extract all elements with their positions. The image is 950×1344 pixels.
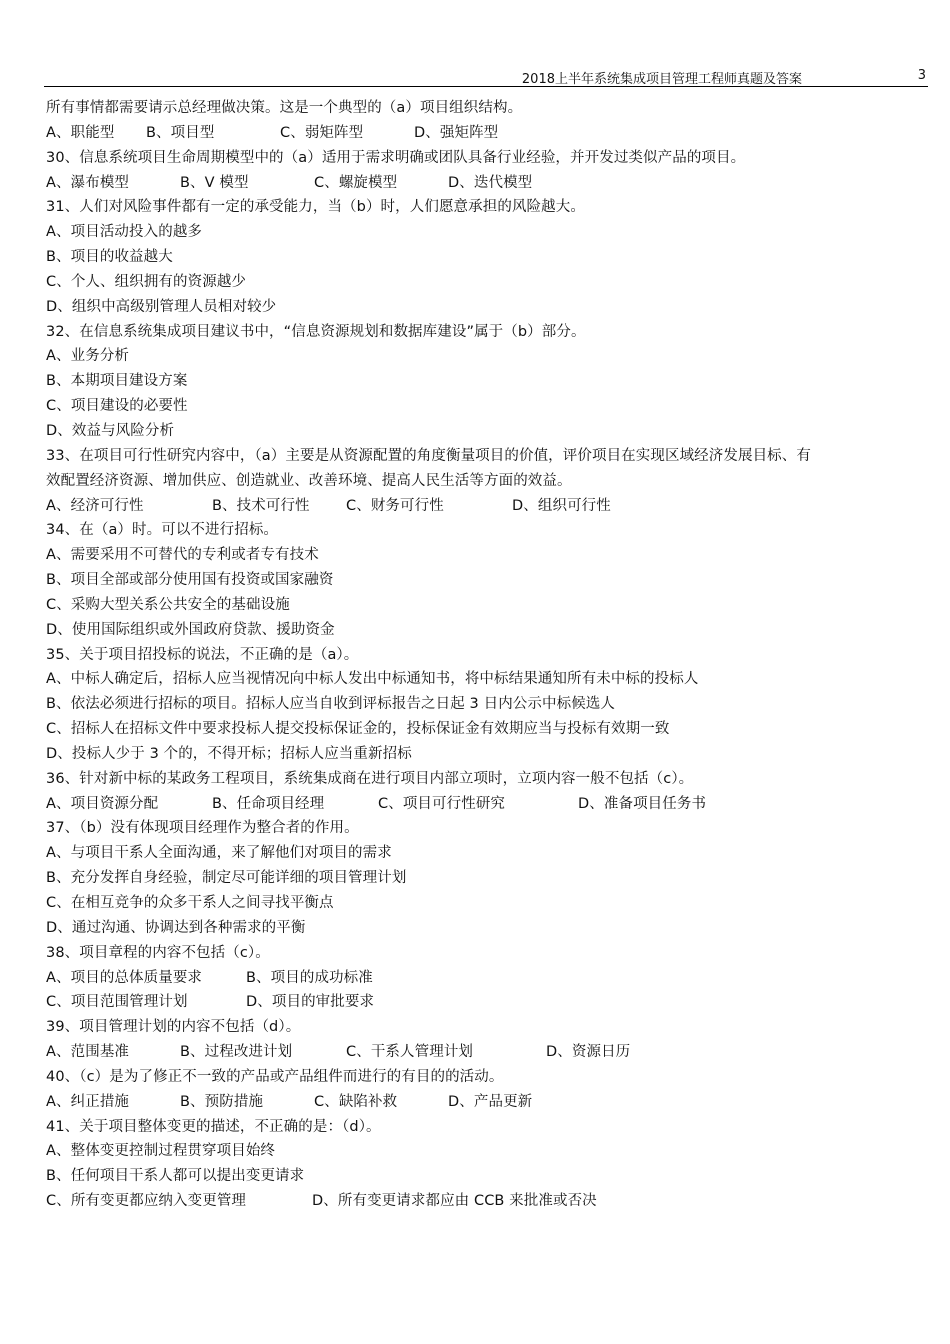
text-line: B、充分发挥自身经验，制定尽可能详细的项目管理计划	[46, 870, 407, 887]
answer-option: C、所有变更都应纳入变更管理	[46, 1193, 247, 1210]
answer-option: B、V 模型	[180, 174, 249, 191]
text-line: D、通过沟通、协调达到各种需求的平衡	[46, 919, 306, 936]
answer-option: D、项目的审批要求	[246, 994, 375, 1011]
answer-option: D、准备项目任务书	[578, 795, 707, 812]
text-line: D、投标人少于 3 个的，不得开标；招标人应当重新招标	[46, 745, 412, 762]
question-text: 34、在（a）时。可以不进行招标。	[46, 522, 279, 539]
text-line: C、采购大型关系公共安全的基础设施	[46, 596, 290, 613]
answer-option: C、项目范围管理计划	[46, 994, 188, 1011]
text-line: C、招标人在招标文件中要求投标人提交投标保证金的，投标保证金有效期应当与投标有效期一致	[46, 721, 670, 738]
answer-option: A、瀑布模型	[46, 174, 130, 191]
answer-option: C、干系人管理计划	[346, 1044, 474, 1061]
question-text: 37、（b）没有体现项目经理作为整合者的作用。	[46, 820, 359, 837]
options-row	[46, 1040, 930, 1065]
text-line: A、业务分析	[46, 348, 130, 365]
question-text: 36、针对新中标的某政务工程项目，系统集成商在进行项目内部立项时，立项内容一般不包括（c）。	[46, 770, 694, 787]
question-list	[46, 96, 930, 1214]
options-row	[46, 121, 930, 146]
text-line: A、与项目干系人全面沟通，来了解他们对项目的需求	[46, 845, 392, 862]
answer-option: A、职能型	[46, 124, 115, 141]
answer-option: B、项目型	[146, 124, 215, 141]
answer-option: D、组织可行性	[512, 497, 611, 514]
answer-option: B、项目的成功标准	[246, 969, 373, 986]
question-text: 35、关于项目招投标的说法，不正确的是（a）。	[46, 646, 359, 663]
text-line: A、整体变更控制过程贯穿项目始终	[46, 1143, 276, 1160]
options-row	[46, 494, 930, 519]
answer-option: A、项目的总体质量要求	[46, 969, 203, 986]
question-text: 40、（c）是为了修正不一致的产品或产品组件而进行的有目的的活动。	[46, 1068, 504, 1085]
text-line: B、任何项目干系人都可以提出变更请求	[46, 1168, 305, 1185]
text-line: C、项目建设的必要性	[46, 398, 188, 415]
answer-option: D、所有变更请求都应由 CCB 来批准或否决	[312, 1193, 597, 1210]
text-line: 所有事情都需要请示总经理做决策。这是一个典型的（a）项目组织结构。	[46, 100, 523, 116]
answer-option: B、过程改进计划	[180, 1044, 293, 1061]
text-line: D、使用国际组织或外国政府贷款、援助资金	[46, 621, 335, 638]
answer-option: B、技术可行性	[212, 497, 310, 514]
question-text: 33、在项目可行性研究内容中，（a）主要是从资源配置的角度衡量项目的价值，评价项目在实现区域经济发展目标、有	[46, 447, 811, 464]
answer-option: A、项目资源分配	[46, 795, 159, 812]
answer-option: D、资源日历	[546, 1044, 631, 1061]
answer-option: C、项目可行性研究	[378, 795, 506, 812]
answer-option: C、螺旋模型	[314, 174, 398, 191]
text-line: A、中标人确定后，招标人应当视情况向中标人发出中标通知书，将中标结果通知所有未中标的投标人	[46, 671, 699, 688]
answer-option: B、预防措施	[180, 1093, 264, 1110]
options-row	[46, 792, 930, 817]
answer-option: D、产品更新	[448, 1093, 533, 1110]
answer-option: A、范围基准	[46, 1044, 130, 1061]
text-line: A、需要采用不可替代的专利或者专有技术	[46, 547, 319, 564]
question-text: 38、项目章程的内容不包括（c）。	[46, 944, 270, 961]
answer-option: C、财务可行性	[346, 497, 444, 514]
question-text: 31、人们对风险事件都有一定的承受能力，当（b）时，人们愿意承担的风险越大。	[46, 199, 585, 216]
text-line: 效配置经济资源、增加供应、创造就业、改善环境、提高人民生活等方面的效益。	[46, 472, 572, 489]
answer-option: C、缺陷补救	[314, 1093, 398, 1110]
question-text: 39、项目管理计划的内容不包括（d）。	[46, 1019, 301, 1036]
text-line: C、个人、组织拥有的资源越少	[46, 273, 247, 290]
question-text: 41、关于项目整体变更的描述，不正确的是：（d）。	[46, 1118, 381, 1135]
answer-option: D、强矩阵型	[414, 124, 499, 141]
text-line: B、依法必须进行招标的项目。招标人应当自收到评标报告之日起 3 日内公示中标候选人	[46, 696, 615, 713]
text-line: D、组织中高级别管理人员相对较少	[46, 298, 277, 315]
question-text: 30、信息系统项目生命周期模型中的（a）适用于需求明确或团队具备行业经验，并开发过类似产品的项目。	[46, 149, 746, 166]
answer-option: C、弱矩阵型	[280, 124, 364, 141]
options-row	[46, 966, 930, 991]
question-text: 32、在信息系统集成项目建议书中，“信息资源规划和数据库建设”属于（b）部分。	[46, 323, 586, 340]
page-header	[44, 58, 928, 87]
answer-option: A、纠正措施	[46, 1093, 130, 1110]
text-line: B、项目的收益越大	[46, 249, 173, 266]
text-line: C、在相互竞争的众多干系人之间寻找平衡点	[46, 895, 334, 911]
text-line: B、项目全部或部分使用国有投资或国家融资	[46, 572, 334, 589]
answer-option: A、经济可行性	[46, 497, 144, 514]
answer-option: B、任命项目经理	[212, 795, 325, 812]
answer-option: D、迭代模型	[448, 174, 533, 191]
options-row	[46, 1189, 930, 1214]
page-number: 3	[917, 68, 926, 83]
options-row	[46, 171, 930, 196]
text-line: A、项目活动投入的越多	[46, 224, 203, 241]
options-row	[46, 990, 930, 1015]
text-line: D、效益与风险分析	[46, 422, 175, 439]
document-title: 2018上半年系统集成项目管理工程师真题及答案	[521, 72, 802, 87]
options-row	[46, 1090, 930, 1115]
text-line: B、本期项目建设方案	[46, 373, 188, 390]
